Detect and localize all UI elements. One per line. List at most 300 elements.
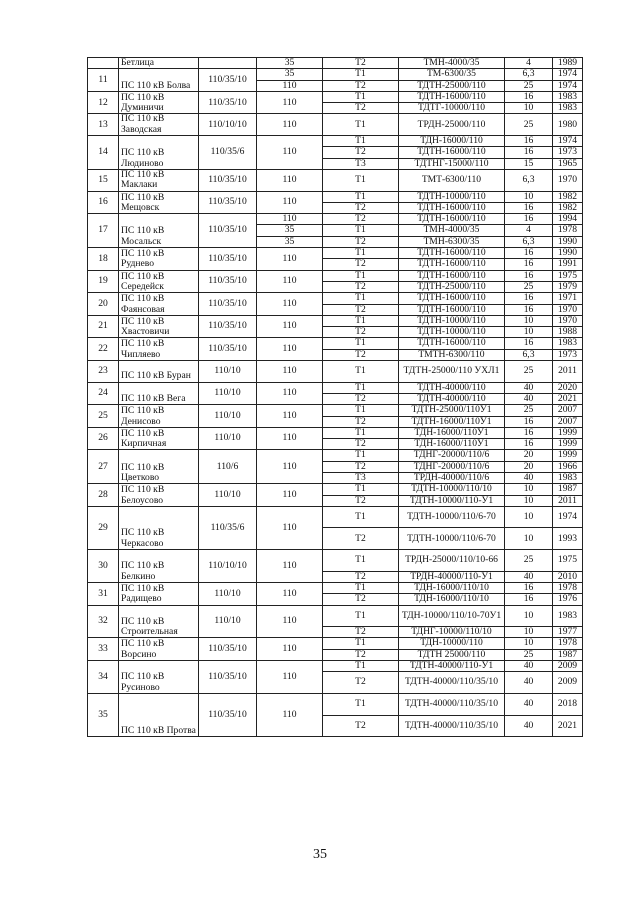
primary-voltage-cell: 35 [257, 236, 323, 247]
transformer-type-cell: ТДТН-10000/110 [399, 327, 505, 338]
transformer-id-cell: Т1 [323, 506, 399, 528]
transformer-id-cell: Т1 [323, 427, 399, 438]
install-year-cell: 2018 [553, 693, 583, 715]
substation-number-cell: 28 [88, 484, 119, 507]
power-mva-cell: 10 [505, 315, 553, 326]
primary-voltage-cell: 110 [257, 661, 323, 694]
primary-voltage-cell: 110 [257, 214, 323, 225]
transformer-type-cell: ТДТН-16000/110 [399, 202, 505, 213]
install-year-cell: 1983 [553, 472, 583, 483]
power-mva-cell: 20 [505, 450, 553, 461]
power-mva-cell: 16 [505, 270, 553, 281]
power-mva-cell: 10 [505, 191, 553, 202]
voltage-class-cell: 110/10 [199, 427, 257, 450]
primary-voltage-cell: 110 [257, 191, 323, 214]
transformer-id-cell: Т2 [323, 672, 399, 694]
install-year-cell: 2020 [553, 382, 583, 393]
power-mva-cell: 16 [505, 293, 553, 304]
transformer-id-cell: Т1 [323, 361, 399, 383]
transformer-type-cell: ТДТН-10000/110/6-70 [399, 506, 505, 528]
install-year-cell: 2007 [553, 416, 583, 427]
power-mva-cell: 16 [505, 136, 553, 147]
primary-voltage-cell: 110 [257, 361, 323, 383]
install-year-cell: 2009 [553, 661, 583, 672]
install-year-cell: 1990 [553, 236, 583, 247]
voltage-class-cell: 110/10/10 [199, 114, 257, 136]
transformer-id-cell: Т2 [323, 495, 399, 506]
power-mva-cell: 40 [505, 393, 553, 404]
table-row [88, 661, 583, 672]
substation-name-cell: ПС 110 кВ Белоусово [119, 484, 199, 507]
voltage-class-cell: 110/10/10 [199, 550, 257, 583]
power-mva-cell: 40 [505, 571, 553, 582]
substation-name-cell: ПС 110 кВ Вега [119, 382, 199, 405]
install-year-cell: 1980 [553, 114, 583, 136]
power-mva-cell: 25 [505, 80, 553, 91]
transformer-type-cell: ТДТН-10000/110/6-70 [399, 528, 505, 550]
substation-name-cell: ПС 110 кВ Чипляево [119, 338, 199, 361]
install-year-cell: 1966 [553, 461, 583, 472]
substation-number-cell: 24 [88, 382, 119, 405]
install-year-cell: 1999 [553, 427, 583, 438]
transformer-id-cell: Т2 [323, 571, 399, 582]
transformer-type-cell: ТДТН-25000/110 УХЛ1 [399, 361, 505, 383]
voltage-class-cell: 110/10 [199, 582, 257, 605]
table-row [88, 405, 583, 416]
primary-voltage-cell: 110 [257, 114, 323, 136]
install-year-cell: 1975 [553, 550, 583, 572]
transformer-type-cell: ТДН-16000/110/10 [399, 594, 505, 605]
transformer-type-cell: ТДТГ-10000/110 [399, 103, 505, 114]
install-year-cell: 1978 [553, 225, 583, 236]
transformer-id-cell: Т2 [323, 349, 399, 360]
voltage-class-cell: 110/35/10 [199, 91, 257, 114]
power-mva-cell: 16 [505, 259, 553, 270]
table-row [88, 214, 583, 225]
transformer-type-cell: ТДТН-40000/110/35/10 [399, 715, 505, 737]
install-year-cell: 1988 [553, 327, 583, 338]
transformer-id-cell: Т2 [323, 649, 399, 660]
install-year-cell: 1974 [553, 506, 583, 528]
primary-voltage-cell: 110 [257, 338, 323, 361]
table-row [88, 382, 583, 393]
power-mva-cell: 20 [505, 461, 553, 472]
power-mva-cell: 10 [505, 638, 553, 649]
install-year-cell: 1977 [553, 627, 583, 638]
voltage-class-cell: 110/35/10 [199, 315, 257, 338]
power-mva-cell: 4 [505, 58, 553, 69]
transformer-id-cell: Т1 [323, 450, 399, 461]
table-row [88, 248, 583, 259]
transformer-type-cell: ТРДН-25000/110/10-66 [399, 550, 505, 572]
transformer-id-cell: Т1 [323, 191, 399, 202]
substation-number-cell [88, 58, 119, 69]
substation-name-cell: ПС 110 кВ Людиново [119, 136, 199, 170]
transformer-id-cell: Т2 [323, 627, 399, 638]
transformer-type-cell: ТДН-16000/110 [399, 136, 505, 147]
power-mva-cell: 16 [505, 147, 553, 158]
voltage-class-cell: 110/35/10 [199, 69, 257, 92]
install-year-cell: 1979 [553, 281, 583, 292]
transformer-type-cell: ТДТН-16000/110 [399, 338, 505, 349]
transformer-type-cell: ТДТН-25000/110У1 [399, 405, 505, 416]
install-year-cell: 1973 [553, 147, 583, 158]
substation-number-cell: 22 [88, 338, 119, 361]
substation-number-cell: 26 [88, 427, 119, 450]
power-mva-cell: 16 [505, 439, 553, 450]
substation-name-cell: ПС 110 кВ Болва [119, 69, 199, 92]
substation-number-cell: 15 [88, 169, 119, 191]
table-row [88, 638, 583, 649]
transformer-type-cell: ТДТН-40000/110 [399, 393, 505, 404]
table-row [88, 91, 583, 102]
voltage-class-cell: 110/35/10 [199, 338, 257, 361]
install-year-cell: 1974 [553, 69, 583, 80]
install-year-cell: 1991 [553, 259, 583, 270]
transformer-id-cell: Т1 [323, 225, 399, 236]
substation-number-cell: 16 [88, 191, 119, 214]
substation-number-cell: 12 [88, 91, 119, 114]
voltage-class-cell: 110/35/6 [199, 506, 257, 549]
install-year-cell: 1970 [553, 304, 583, 315]
substation-number-cell: 35 [88, 693, 119, 736]
primary-voltage-cell: 110 [257, 605, 323, 638]
substation-name-cell: ПС 110 кВ Маклаки [119, 169, 199, 191]
transformer-type-cell: ТДН-10000/110 [399, 638, 505, 649]
substation-number-cell: 34 [88, 661, 119, 694]
substation-name-cell: ПС 110 кВ Белкино [119, 550, 199, 583]
substation-name-cell: ПС 110 кВ Хвастовичи [119, 315, 199, 338]
table-row [88, 315, 583, 326]
transformer-type-cell: ТДТНГ-15000/110 [399, 158, 505, 169]
substation-name-cell: ПС 110 кВ Фаянсовая [119, 293, 199, 316]
power-mva-cell: 15 [505, 158, 553, 169]
power-mva-cell: 25 [505, 550, 553, 572]
transformer-type-cell: ТДНГ-10000/110/10 [399, 627, 505, 638]
transformer-id-cell: Т2 [323, 259, 399, 270]
power-mva-cell: 40 [505, 382, 553, 393]
voltage-class-cell: 110/35/10 [199, 248, 257, 271]
install-year-cell: 1982 [553, 202, 583, 213]
transformer-id-cell: Т3 [323, 472, 399, 483]
substation-name-cell: ПС 110 кВ Строительная [119, 605, 199, 638]
substation-number-cell: 18 [88, 248, 119, 271]
substation-number-cell: 31 [88, 582, 119, 605]
primary-voltage-cell: 35 [257, 225, 323, 236]
substation-name-cell: ПС 110 кВ Середейск [119, 270, 199, 293]
transformer-id-cell: Т2 [323, 147, 399, 158]
transformer-id-cell: Т2 [323, 327, 399, 338]
substation-number-cell: 17 [88, 214, 119, 248]
power-mva-cell: 16 [505, 248, 553, 259]
substation-transformers-table [87, 57, 583, 737]
transformer-id-cell: Т2 [323, 58, 399, 69]
transformer-id-cell: Т2 [323, 236, 399, 247]
transformer-type-cell: ТДНГ-20000/110/6 [399, 450, 505, 461]
voltage-class-cell: 110/35/10 [199, 693, 257, 736]
primary-voltage-cell: 110 [257, 450, 323, 484]
voltage-class-cell: 110/35/10 [199, 293, 257, 316]
transformer-type-cell: ТМТН-6300/110 [399, 349, 505, 360]
power-mva-cell: 16 [505, 582, 553, 593]
primary-voltage-cell: 35 [257, 58, 323, 69]
table-row [88, 506, 583, 528]
substation-name-cell: ПС 110 кВ Ворсино [119, 638, 199, 661]
install-year-cell: 1970 [553, 169, 583, 191]
power-mva-cell: 6,3 [505, 69, 553, 80]
substation-name-cell: ПС 110 кВ Русиново [119, 661, 199, 694]
transformer-id-cell: Т1 [323, 169, 399, 191]
power-mva-cell: 16 [505, 214, 553, 225]
primary-voltage-cell: 110 [257, 550, 323, 583]
voltage-class-cell: 110/35/10 [199, 169, 257, 191]
transformer-type-cell: ТДТН-40000/110 [399, 382, 505, 393]
transformer-type-cell: ТДТН-16000/110 [399, 214, 505, 225]
transformer-id-cell: Т2 [323, 103, 399, 114]
install-year-cell: 1987 [553, 649, 583, 660]
transformer-type-cell: ТДТН 25000/110 [399, 649, 505, 660]
primary-voltage-cell: 110 [257, 582, 323, 605]
table-row [88, 693, 583, 715]
install-year-cell: 2009 [553, 672, 583, 694]
transformer-type-cell: ТДН-10000/110/10-70У1 [399, 605, 505, 627]
voltage-class-cell [199, 58, 257, 69]
power-mva-cell: 16 [505, 91, 553, 102]
transformer-type-cell: ТДТН-10000/110 [399, 315, 505, 326]
primary-voltage-cell: 110 [257, 293, 323, 316]
substation-name-cell: ПС 110 кВ Заводская [119, 114, 199, 136]
transformer-id-cell: Т1 [323, 484, 399, 495]
transformer-type-cell: ТМН-4000/35 [399, 225, 505, 236]
table-row [88, 582, 583, 593]
primary-voltage-cell: 110 [257, 315, 323, 338]
power-mva-cell: 25 [505, 281, 553, 292]
table-row [88, 69, 583, 80]
install-year-cell: 2007 [553, 405, 583, 416]
install-year-cell: 1974 [553, 136, 583, 147]
substation-number-cell: 21 [88, 315, 119, 338]
transformer-id-cell: Т3 [323, 158, 399, 169]
transformer-type-cell: ТРДН-40000/110/6 [399, 472, 505, 483]
transformer-id-cell: Т2 [323, 214, 399, 225]
table-row [88, 293, 583, 304]
substation-name-cell: ПС 110 кВ Черкасово [119, 506, 199, 549]
transformer-id-cell: Т2 [323, 281, 399, 292]
transformer-type-cell: ТДТН-16000/110 [399, 147, 505, 158]
voltage-class-cell: 110/10 [199, 382, 257, 405]
transformer-id-cell: Т1 [323, 315, 399, 326]
voltage-class-cell: 110/10 [199, 605, 257, 638]
substation-number-cell: 11 [88, 69, 119, 92]
install-year-cell: 1983 [553, 338, 583, 349]
voltage-class-cell: 110/35/10 [199, 661, 257, 694]
transformer-id-cell: Т2 [323, 461, 399, 472]
transformer-id-cell: Т2 [323, 202, 399, 213]
substation-name-cell: ПС 110 кВ Буран [119, 361, 199, 383]
power-mva-cell: 16 [505, 416, 553, 427]
transformer-id-cell: Т2 [323, 416, 399, 427]
transformer-type-cell: ТМН-4000/35 [399, 58, 505, 69]
power-mva-cell: 16 [505, 594, 553, 605]
install-year-cell: 1970 [553, 315, 583, 326]
primary-voltage-cell: 35 [257, 69, 323, 80]
primary-voltage-cell: 110 [257, 427, 323, 450]
table-row [88, 450, 583, 461]
transformer-id-cell: Т1 [323, 661, 399, 672]
substation-number-cell: 33 [88, 638, 119, 661]
transformer-id-cell: Т2 [323, 594, 399, 605]
power-mva-cell: 10 [505, 528, 553, 550]
substation-name-cell: Бетлица [119, 58, 199, 69]
substation-name-cell: ПС 110 кВ Денисово [119, 405, 199, 428]
transformer-type-cell: ТДН-16000/110У1 [399, 427, 505, 438]
transformer-id-cell: Т2 [323, 439, 399, 450]
transformer-id-cell: Т1 [323, 91, 399, 102]
table-row [88, 114, 583, 136]
voltage-class-cell: 110/35/10 [199, 270, 257, 293]
power-mva-cell: 6,3 [505, 236, 553, 247]
install-year-cell: 1982 [553, 191, 583, 202]
substation-number-cell: 29 [88, 506, 119, 549]
install-year-cell: 1989 [553, 58, 583, 69]
install-year-cell: 1973 [553, 349, 583, 360]
transformer-type-cell: ТДНГ-20000/110/6 [399, 461, 505, 472]
install-year-cell: 2021 [553, 393, 583, 404]
power-mva-cell: 40 [505, 472, 553, 483]
install-year-cell: 1999 [553, 439, 583, 450]
table-row [88, 605, 583, 627]
substation-name-cell: ПС 110 кВ Цветково [119, 450, 199, 484]
substation-number-cell: 14 [88, 136, 119, 170]
power-mva-cell: 4 [505, 225, 553, 236]
voltage-class-cell: 110/6 [199, 450, 257, 484]
transformer-id-cell: Т1 [323, 338, 399, 349]
transformer-type-cell: ТМ-6300/35 [399, 69, 505, 80]
table-row [88, 338, 583, 349]
transformer-type-cell: ТДТН-40000/110/35/10 [399, 693, 505, 715]
substation-number-cell: 30 [88, 550, 119, 583]
transformer-type-cell: ТДТН-16000/110 [399, 259, 505, 270]
install-year-cell: 1999 [553, 450, 583, 461]
transformer-id-cell: Т1 [323, 582, 399, 593]
voltage-class-cell: 110/35/10 [199, 191, 257, 214]
primary-voltage-cell: 110 [257, 80, 323, 91]
install-year-cell: 1983 [553, 103, 583, 114]
power-mva-cell: 16 [505, 304, 553, 315]
primary-voltage-cell: 110 [257, 136, 323, 170]
primary-voltage-cell: 110 [257, 248, 323, 271]
transformer-type-cell: ТДТН-40000/110/35/10 [399, 672, 505, 694]
table-row [88, 270, 583, 281]
transformer-id-cell: Т1 [323, 605, 399, 627]
transformer-id-cell: Т1 [323, 382, 399, 393]
power-mva-cell: 25 [505, 649, 553, 660]
power-mva-cell: 6,3 [505, 169, 553, 191]
substation-name-cell: ПС 110 кВ Кирпичная [119, 427, 199, 450]
transformer-type-cell: ТДТН-16000/110 [399, 91, 505, 102]
transformer-type-cell: ТДТН-16000/110 [399, 293, 505, 304]
transformer-id-cell: Т2 [323, 304, 399, 315]
transformer-type-cell: ТМТ-6300/110 [399, 169, 505, 191]
transformer-type-cell: ТДТН-25000/110 [399, 281, 505, 292]
power-mva-cell: 40 [505, 672, 553, 694]
substation-number-cell: 27 [88, 450, 119, 484]
install-year-cell: 1978 [553, 638, 583, 649]
install-year-cell: 2010 [553, 571, 583, 582]
transformer-type-cell: ТДТН-25000/110 [399, 80, 505, 91]
transformer-id-cell: Т2 [323, 715, 399, 737]
power-mva-cell: 10 [505, 506, 553, 528]
install-year-cell: 2011 [553, 495, 583, 506]
primary-voltage-cell: 110 [257, 270, 323, 293]
power-mva-cell: 40 [505, 715, 553, 737]
transformer-id-cell: Т1 [323, 136, 399, 147]
transformer-type-cell: ТМН-6300/35 [399, 236, 505, 247]
substation-name-cell: ПС 110 кВ Руднево [119, 248, 199, 271]
power-mva-cell: 10 [505, 327, 553, 338]
transformer-id-cell: Т1 [323, 114, 399, 136]
power-mva-cell: 6,3 [505, 349, 553, 360]
transformer-id-cell: Т2 [323, 528, 399, 550]
transformer-id-cell: Т1 [323, 638, 399, 649]
power-mva-cell: 16 [505, 338, 553, 349]
install-year-cell: 1990 [553, 248, 583, 259]
power-mva-cell: 10 [505, 605, 553, 627]
transformer-type-cell: ТДН-16000/110/10 [399, 582, 505, 593]
transformer-type-cell: ТДН-16000/110У1 [399, 439, 505, 450]
voltage-class-cell: 110/10 [199, 405, 257, 428]
power-mva-cell: 40 [505, 661, 553, 672]
power-mva-cell: 16 [505, 427, 553, 438]
install-year-cell: 1993 [553, 528, 583, 550]
transformer-id-cell: Т1 [323, 69, 399, 80]
primary-voltage-cell: 110 [257, 693, 323, 736]
substation-name-cell: ПС 110 кВ Протва [119, 693, 199, 736]
transformer-id-cell: Т2 [323, 80, 399, 91]
table-row [88, 136, 583, 147]
primary-voltage-cell: 110 [257, 169, 323, 191]
transformer-type-cell: ТДТН-16000/110 [399, 248, 505, 259]
power-mva-cell: 25 [505, 405, 553, 416]
transformer-id-cell: Т1 [323, 693, 399, 715]
transformer-type-cell: ТДТН-16000/110 [399, 270, 505, 281]
power-mva-cell: 25 [505, 361, 553, 383]
power-mva-cell: 25 [505, 114, 553, 136]
primary-voltage-cell: 110 [257, 506, 323, 549]
install-year-cell: 1978 [553, 582, 583, 593]
transformer-id-cell: Т1 [323, 293, 399, 304]
install-year-cell: 1983 [553, 605, 583, 627]
table-row [88, 191, 583, 202]
install-year-cell: 1994 [553, 214, 583, 225]
primary-voltage-cell: 110 [257, 382, 323, 405]
substation-number-cell: 32 [88, 605, 119, 638]
install-year-cell: 1975 [553, 270, 583, 281]
install-year-cell: 1971 [553, 293, 583, 304]
transformer-type-cell: ТДТН-40000/110-У1 [399, 661, 505, 672]
power-mva-cell: 16 [505, 202, 553, 213]
voltage-class-cell: 110/10 [199, 361, 257, 383]
table-row [88, 361, 583, 383]
table-row [88, 550, 583, 572]
transformer-type-cell: ТДТН-10000/110 [399, 191, 505, 202]
install-year-cell: 2021 [553, 715, 583, 737]
substation-name-cell: ПС 110 кВ Радищево [119, 582, 199, 605]
transformer-id-cell: Т1 [323, 405, 399, 416]
transformer-id-cell: Т1 [323, 248, 399, 259]
install-year-cell: 2011 [553, 361, 583, 383]
power-mva-cell: 10 [505, 103, 553, 114]
